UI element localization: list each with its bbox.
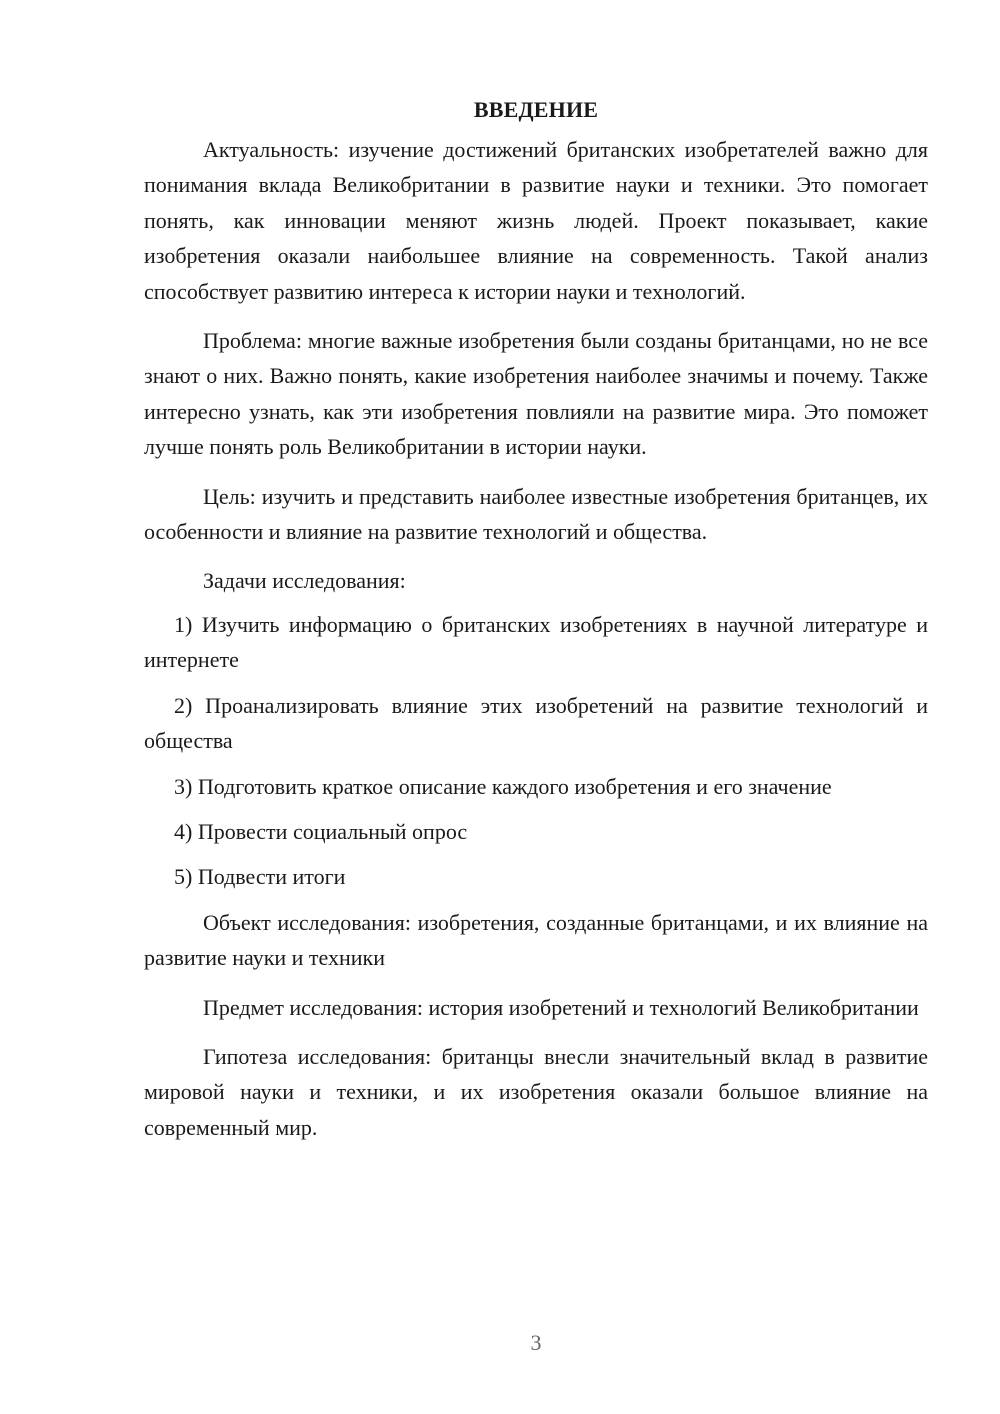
task-item-3: 3) Подготовить краткое описание каждого изобретения и его значение: [174, 773, 832, 799]
paragraph-object: Объект исследования: изобретения, созданные британцами, и их влияние на развитие науки и техники: [144, 909, 928, 971]
paragraph-relevance: Актуальность: изучение достижений британских изобретателей важно для понимания вклада Великобритании в развитие науки и техники. Это помогает понять, как инновации меняют жизнь людей. Проект показывает, какие изобретения оказали наибольшее влияние на современность. Такой анализ способствует развитию интереса к истории науки и технологий.: [144, 137, 928, 304]
paragraph-goal: Цель: изучить и представить наиболее известные изобретения британцев, их особенности и влияние на развитие технологий и общества.: [144, 483, 928, 545]
tasks-list: [144, 607, 928, 895]
document-page: [144, 92, 928, 1159]
tasks-label: Задачи исследования:: [203, 568, 406, 594]
paragraph-problem: Проблема: многие важные изобретения были созданы британцами, но не все знают о них. Важно понять, какие изобретения наиболее значимы и почему. Также интересно узнать, как эти изобретения повлияли на развитие мира. Это поможет лучше понять роль Великобритании в истории науки.: [144, 328, 928, 460]
paragraph-subject: Предмет исследования: история изобретений и технологий Великобритании: [203, 994, 919, 1020]
task-item-4: 4) Провести социальный опрос: [174, 818, 468, 844]
task-item-5: 5) Подвести итоги: [174, 864, 346, 890]
task-item-1: 1) Изучить информацию о британских изобретениях в научной литературе и интернете: [144, 611, 928, 673]
section-heading: ВВЕДЕНИЕ: [473, 97, 599, 122]
paragraph-hypothesis: Гипотеза исследования: британцы внесли значительный вклад в развитие мировой науки и техники, и их изобретения оказали большое влияние на современный мир.: [144, 1043, 928, 1140]
task-item-2: 2) Проанализировать влияние этих изобретений на развитие технологий и общества: [144, 692, 928, 754]
page-number: 3: [530, 1330, 542, 1355]
